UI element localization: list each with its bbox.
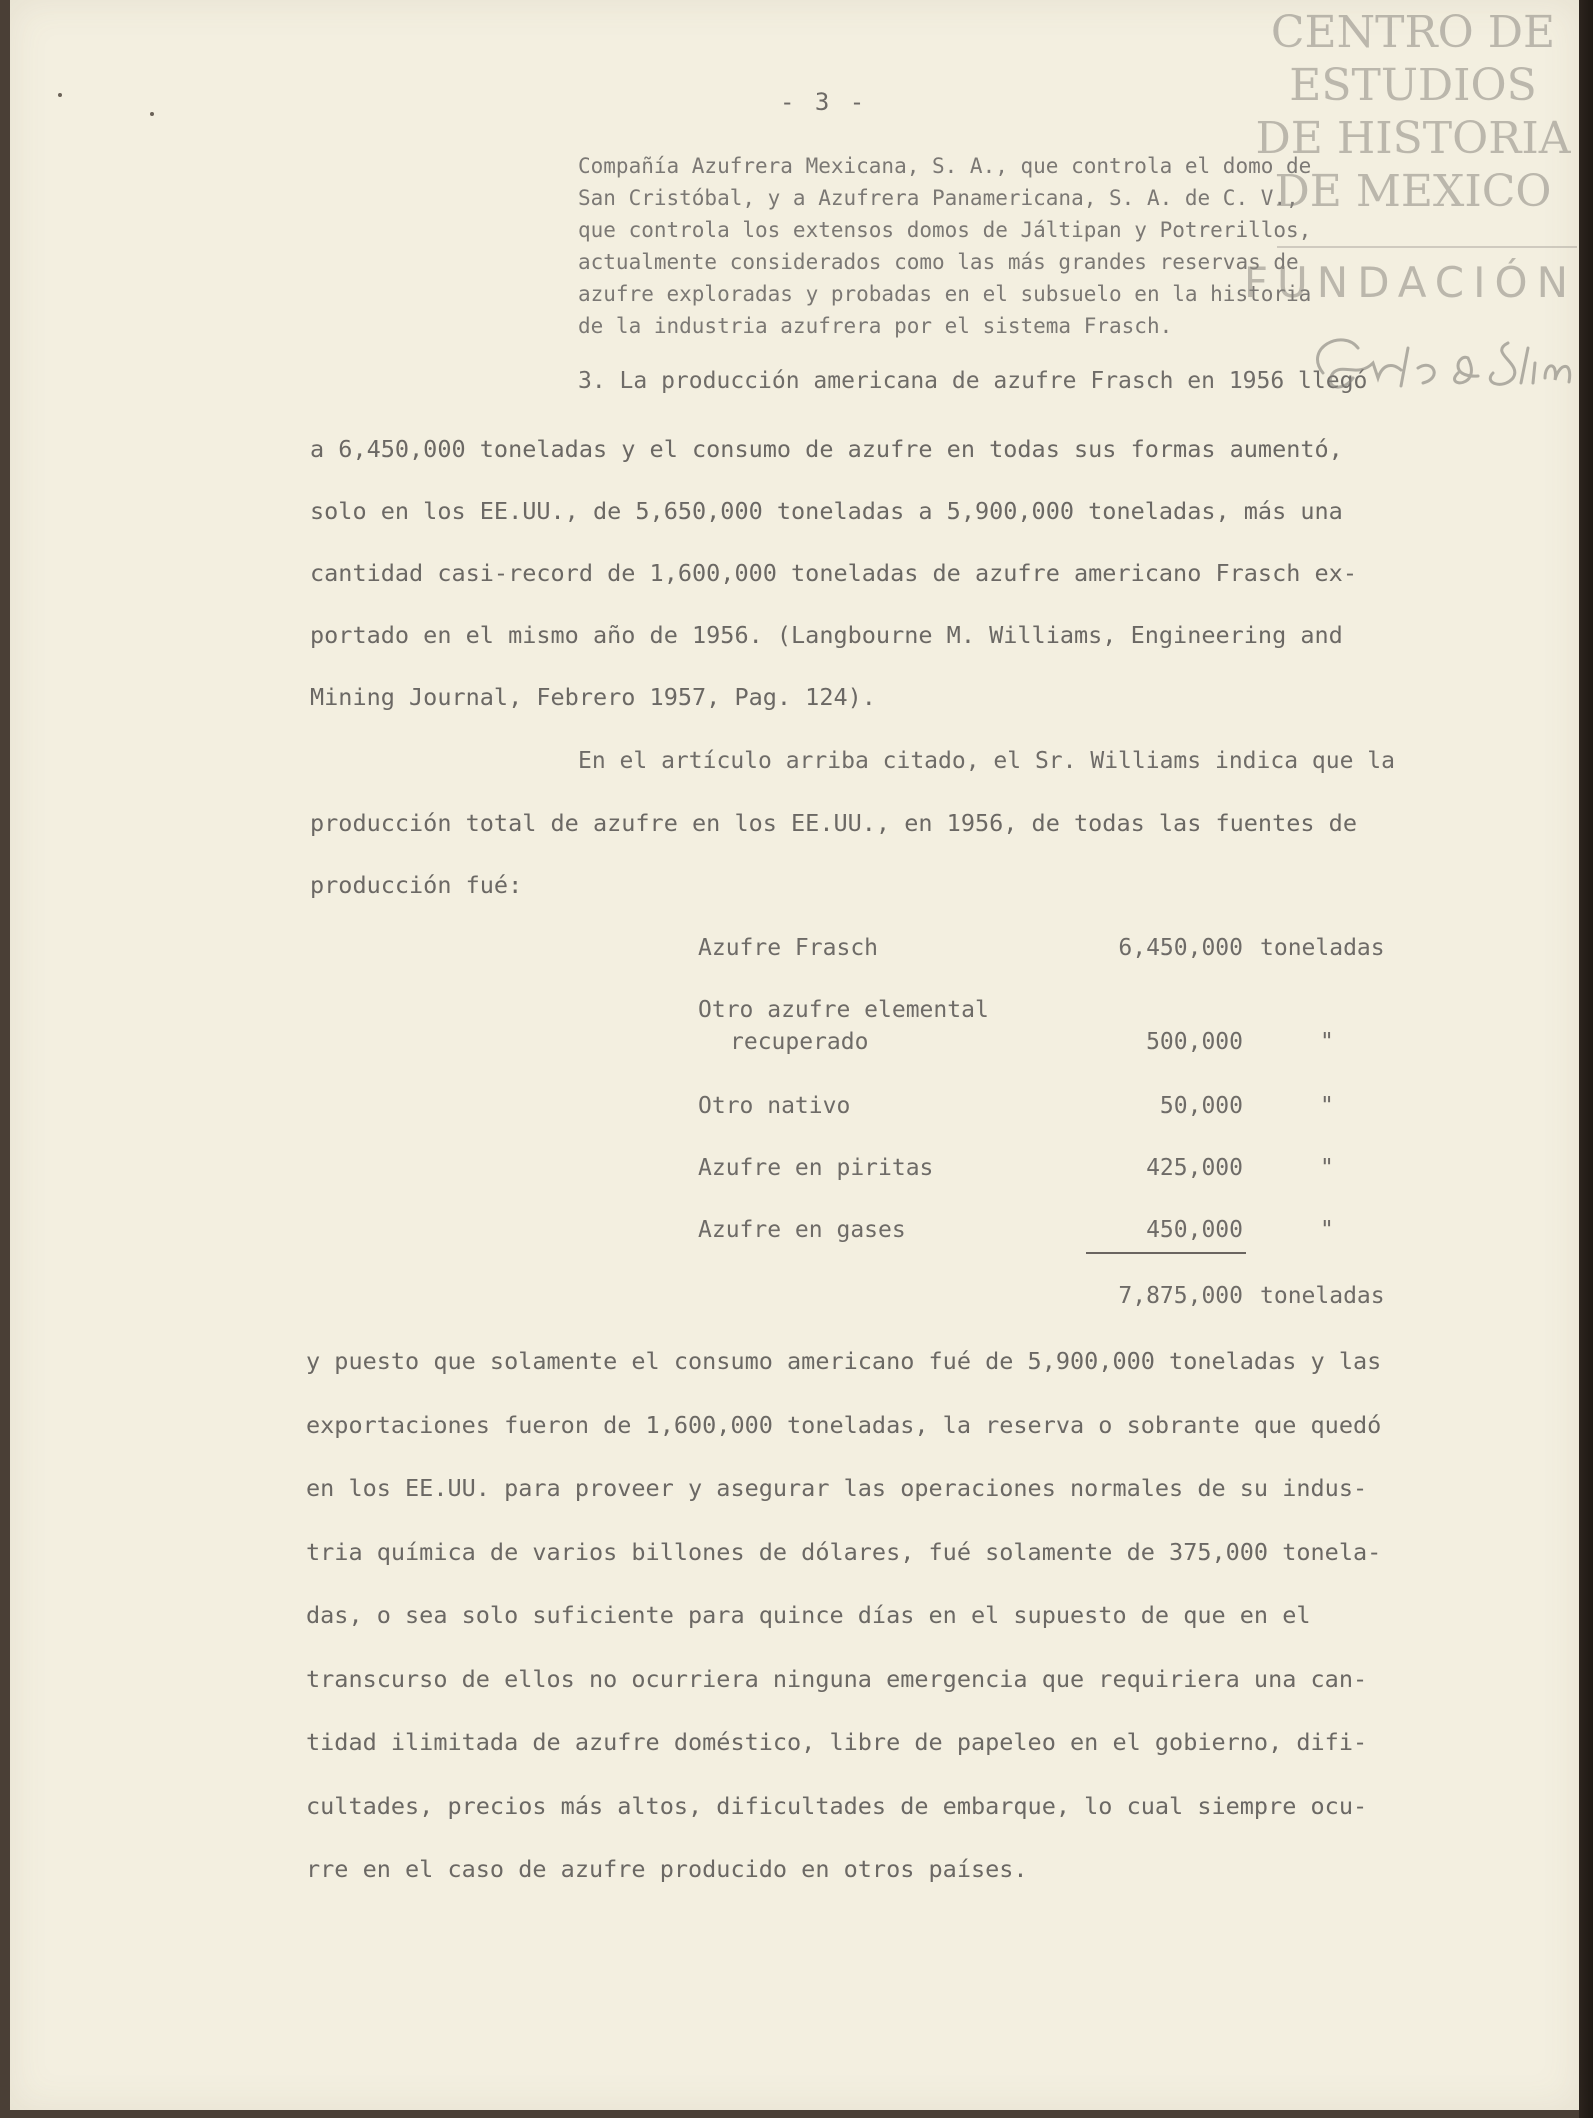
watermark-divider: [1277, 246, 1577, 248]
watermark-line: DE MEXICO: [1274, 166, 1552, 217]
quote-line: que controla los extensos domos de Jáltipan y Potrerillos,: [578, 218, 1312, 242]
row-label: Azufre en piritas: [698, 1155, 934, 1181]
row-amount: 425,000: [1146, 1155, 1243, 1181]
watermark-line: CENTRO DE: [1270, 7, 1556, 58]
row-label: Azufre Frasch: [698, 935, 879, 961]
row-label: Otro azufre elemental: [698, 997, 989, 1023]
text-line: das, o sea solo suficiente para quince días en el supuesto de que en el: [306, 1601, 1311, 1629]
total-amount: 7,875,000: [1118, 1283, 1243, 1309]
text-line: cantidad casi-record de 1,600,000 toneladas de azufre americano Frasch ex-: [310, 559, 1357, 587]
watermark-line: DE HISTORIA: [1255, 113, 1571, 164]
text-line: portado en el mismo año de 1956. (Langbourne M. Williams, Engineering and: [310, 621, 1343, 649]
total-unit: toneladas: [1260, 1283, 1385, 1309]
watermark-line: ESTUDIOS: [1289, 60, 1537, 111]
row-amount: 500,000: [1146, 1029, 1243, 1055]
ditto-mark: ": [1320, 1029, 1334, 1055]
ditto-mark: ": [1320, 1217, 1334, 1243]
quote-line: Compañía Azufrera Mexicana, S. A., que controla el domo de: [578, 154, 1312, 178]
text-line: cultades, precios más altos, dificultades de embarque, lo cual siempre ocu-: [306, 1791, 1368, 1820]
text-line: producción fué:: [310, 871, 523, 899]
row-amount: 50,000: [1159, 1093, 1243, 1119]
text-line: y puesto que solamente el consumo americano fué de 5,900,000 toneladas y las: [306, 1347, 1382, 1375]
text-line: a 6,450,000 toneladas y el consumo de azufre en todas sus formas aumentó,: [310, 435, 1343, 463]
paper-speck: [150, 112, 154, 116]
paragraph-1: [310, 418, 1490, 728]
text-line: solo en los EE.UU., de 5,650,000 toneladas a 5,900,000 toneladas, más una: [310, 497, 1343, 525]
quote-line: San Cristóbal, y a Azufrera Panamericana, S. A. de C. V.,: [578, 186, 1299, 210]
quote-line: actualmente considerados como las más grandes reservas de: [578, 250, 1299, 274]
row-unit: toneladas: [1260, 935, 1385, 961]
row-label: Otro nativo: [698, 1093, 851, 1119]
watermark-foundation: FUNDACIÓN: [1243, 258, 1577, 307]
ditto-mark: ": [1320, 1155, 1334, 1181]
text-line: producción total de azufre en los EE.UU., en 1956, de todas las fuentes de: [310, 809, 1357, 837]
section-3-intro: 3. La producción americana de azufre Frasch en 1956 llegó: [578, 368, 1368, 394]
quote-line: azufre exploradas y probadas en el subsuelo en la historia: [578, 282, 1312, 306]
quote-line: de la industria azufrera por el sistema Frasch.: [578, 314, 1173, 338]
sum-underline: [1086, 1252, 1246, 1254]
row-label-continued: recuperado: [730, 1029, 869, 1055]
signature-logo: [1283, 318, 1583, 408]
text-line: Mining Journal, Febrero 1957, Pag. 124).: [310, 683, 876, 711]
paragraph-3: [306, 1330, 1486, 1902]
text-line: transcurso de ellos no ocurriera ninguna emergencia que requiriera una can-: [306, 1664, 1368, 1693]
ditto-mark: ": [1320, 1093, 1334, 1119]
page-number: - 3 -: [780, 88, 868, 116]
paragraph-2: [310, 792, 1490, 916]
row-label: Azufre en gases: [698, 1217, 906, 1243]
text-line: tria química de varios billones de dólares, fué solamente de 375,000 tonela-: [306, 1537, 1382, 1566]
text-line: rre en el caso de azufre producido en otros países.: [306, 1855, 1028, 1883]
paper-speck: [58, 93, 62, 97]
row-amount: 6,450,000: [1118, 935, 1243, 961]
paragraph-2-first-line: En el artículo arriba citado, el Sr. Williams indica que la: [578, 748, 1395, 774]
archive-watermark: [1253, 6, 1573, 218]
text-line: tidad ilimitada de azufre doméstico, libre de papeleo en el gobierno, difi-: [306, 1728, 1368, 1756]
text-line: en los EE.UU. para proveer y asegurar las operaciones normales de su indus-: [306, 1474, 1368, 1502]
text-line: exportaciones fueron de 1,600,000 toneladas, la reserva o sobrante que quedó: [306, 1410, 1382, 1439]
row-amount: 450,000: [1146, 1217, 1243, 1243]
